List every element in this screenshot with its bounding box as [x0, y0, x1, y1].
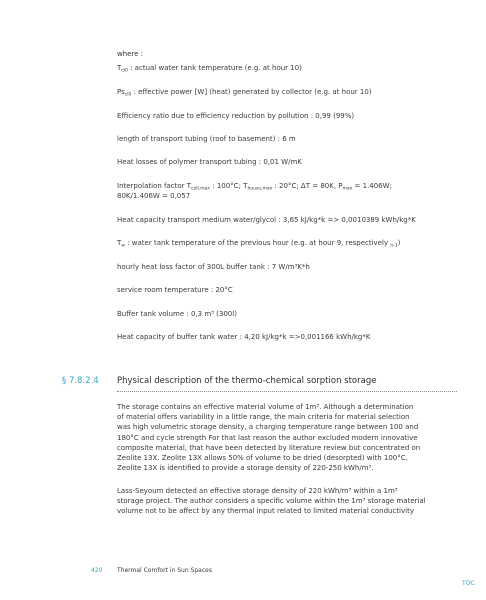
definition-heat-losses: Heat losses of polymer transport tubing : 0,01 W/mK [117, 158, 302, 166]
toc-link[interactable]: TOC [462, 580, 475, 587]
paragraph-1 [117, 402, 457, 473]
paragraph-line: Zeolite 13X is identified to provide a storage density of 220-250 kWh/m³. [117, 464, 374, 473]
paragraph-line: 180°C and cycle strength For that last reason the author excluded modern innovative [117, 433, 418, 442]
paragraph-line: storage project. The author considers a specific volume within the 1m³ storage material [117, 497, 426, 506]
tw-symbol: T [117, 239, 122, 247]
definition-buffer-volume: Buffer tank volume : 0,3 m³ (300l) [117, 310, 237, 318]
ps-symbol: Ps [117, 88, 125, 96]
tcl0-subscript: cl0 [121, 68, 128, 74]
ps-description: : effective power [W] (heat) generated by collector (e.g. at hour 10) [131, 88, 372, 96]
page-number: 420 [91, 567, 103, 574]
paragraph-line: The storage contains an effective material volume of 1m³. Although a determination [117, 403, 414, 411]
definition-tcl0 [117, 63, 457, 73]
paragraph-2 [117, 486, 457, 517]
section-number: § 7.8.2.4 [62, 376, 99, 386]
tcl0-symbol: T [117, 64, 122, 72]
paragraph-line: composite material, that have been detected by literature review but concentrated on [117, 443, 421, 452]
tw-subscript: w [121, 243, 125, 249]
ps-subscript: cl0 [124, 92, 132, 98]
interp-sub-house: house,max [247, 186, 273, 192]
paragraph-line: Zeolite 13X. Zeolite 13X allows 50% of volume to be dried (desorpted) with 100°C. [117, 454, 408, 463]
definition-heat-loss-factor: hourly heat loss factor of 300L buffer tank : 7 W/m³K*h [117, 263, 310, 271]
paragraph-line: was high volumetric storage density, a charging temperature range between 100 and [117, 423, 419, 432]
tw-subscript-n1: n-1 [390, 243, 398, 249]
tw-description: : water tank temperature of the previous hour (e.g. at hour 9, respectively [124, 239, 391, 247]
definition-tubing-length: length of transport tubing (roof to basement) : 6 m [117, 135, 296, 143]
footer-book-title: Thermal Comfort in Sun Spaces [117, 567, 212, 574]
paragraph-line: volume not to be affect by any thermal input related to limited material conductivity [117, 507, 414, 516]
where-label: where : [117, 50, 144, 58]
section-divider [117, 391, 457, 392]
paragraph-line: of material offers variability in a little range, the main criteria for material selection [117, 413, 410, 422]
definition-tw [117, 238, 457, 248]
definition-ps [117, 87, 457, 97]
interp-text-b: : 100°C; T [210, 182, 248, 190]
section-title: Physical description of the thermo-chemical sorption storage [117, 376, 377, 386]
paragraph-line: Lass-Seyoum detected an effective storage density of 220 kWh/m³ within a 1m³ [117, 487, 398, 495]
definition-heat-capacity-buffer: Heat capacity of buffer tank water : 4,20 kJ/kg*k =>0,001166 kWh/kg*K [117, 333, 371, 341]
interp-text-c: : 20°C; ΔT = 80K, P [272, 182, 343, 190]
definition-service-room: service room temperature : 20°C [117, 286, 233, 294]
interp-text-a: Interpolation factor T [117, 182, 192, 190]
definition-interpolation [117, 181, 457, 191]
interp-sub-coll: coll,max [191, 186, 211, 192]
tcl0-description: : actual water tank temperature (e.g. at hour 10) [127, 64, 302, 72]
definition-interpolation-line2: 80K/1.406W = 0,057 [117, 192, 191, 200]
interp-text-d: = 1.406W; [352, 182, 392, 190]
definition-heat-capacity-glycol: Heat capacity transport medium water/glycol : 3,65 kJ/kg*k => 0,0010389 kWh/kg*K [117, 216, 416, 224]
definition-efficiency: Efficiency ratio due to efficiency reduction by pollution : 0,99 (99%) [117, 112, 355, 120]
tw-close-paren: ) [397, 239, 401, 247]
interp-sub-max: max [342, 186, 353, 192]
